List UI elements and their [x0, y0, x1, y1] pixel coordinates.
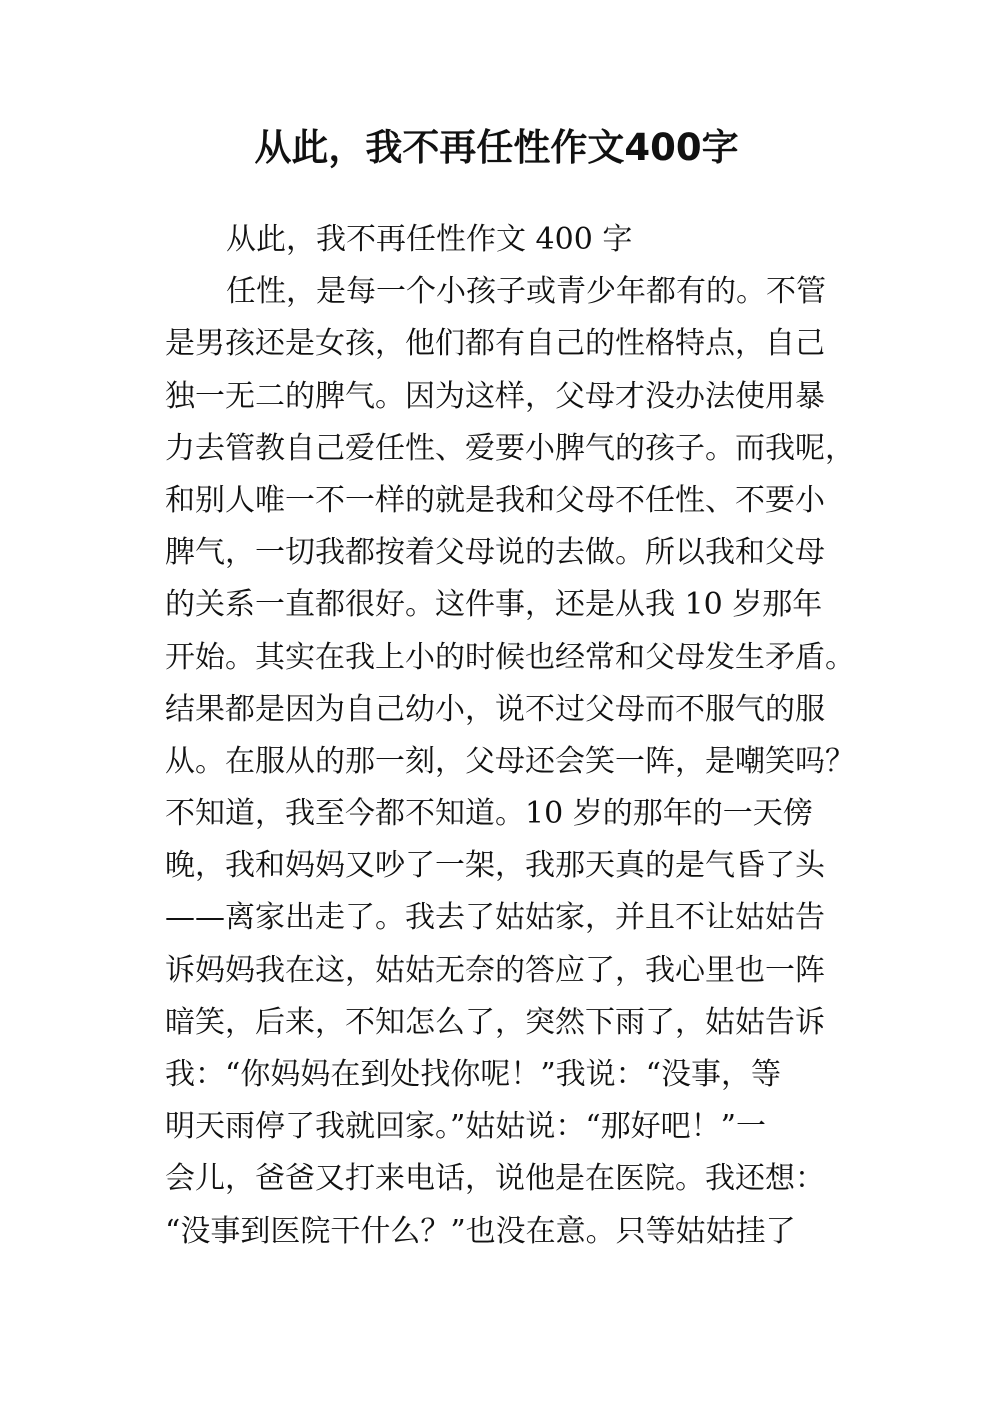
document-title: 从此，我不再任性作文400字 [254, 126, 739, 169]
text-line: 的关系一直都很好。这件事，还是从我 10 岁那年 [165, 587, 823, 623]
text-line: 开始。其实在我上小的时候也经常和父母发生矛盾。 [165, 639, 855, 675]
text-line: 是男孩还是女孩，他们都有自己的性格特点，自己 [165, 326, 825, 362]
text-line: 力去管教自己爱任性、爱要小脾气的孩子。而我呢， [165, 430, 855, 466]
text-line: 和别人唯一不一样的就是我和父母不任性、不要小 [165, 482, 825, 518]
text-line: 暗笑，后来，不知怎么了，突然下雨了，姑姑告诉 [165, 1004, 825, 1040]
text-line: 不知道，我至今都不知道。10 岁的那年的一天傍 [165, 796, 813, 832]
text-line: 我：“你妈妈在到处找你呢！”我说：“没事，等 [165, 1057, 782, 1092]
text-line: 独一无二的脾气。因为这样，父母才没办法使用暴 [165, 378, 825, 414]
text-line: 任性，是每一个小孩子或青少年都有的。不管 [226, 274, 826, 310]
text-line: 晚，我和妈妈又吵了一架，我那天真的是气昏了头 [165, 848, 825, 884]
text-line: 明天雨停了我就回家。”姑姑说：“那好吧！”一 [165, 1109, 767, 1145]
text-line: 从。在服从的那一刻，父母还会笑一阵，是嘲笑吗？ [165, 743, 855, 779]
document-body [165, 214, 855, 1258]
text-line: 结果都是因为自己幼小，说不过父母而不服气的服 [165, 691, 825, 727]
text-line: 会儿，爸爸又打来电话，说他是在医院。我还想： [165, 1161, 825, 1197]
text-line: 从此，我不再任性作文 400 字 [226, 222, 633, 257]
text-line: 脾气，一切我都按着父母说的去做。所以我和父母 [165, 535, 825, 571]
text-line: ——离家出走了。我去了姑姑家，并且不让姑姑告 [165, 900, 825, 936]
text-line: 诉妈妈我在这，姑姑无奈的答应了，我心里也一阵 [165, 952, 825, 988]
text-line: “没事到医院干什么？”也没在意。只等姑姑挂了 [165, 1213, 796, 1249]
